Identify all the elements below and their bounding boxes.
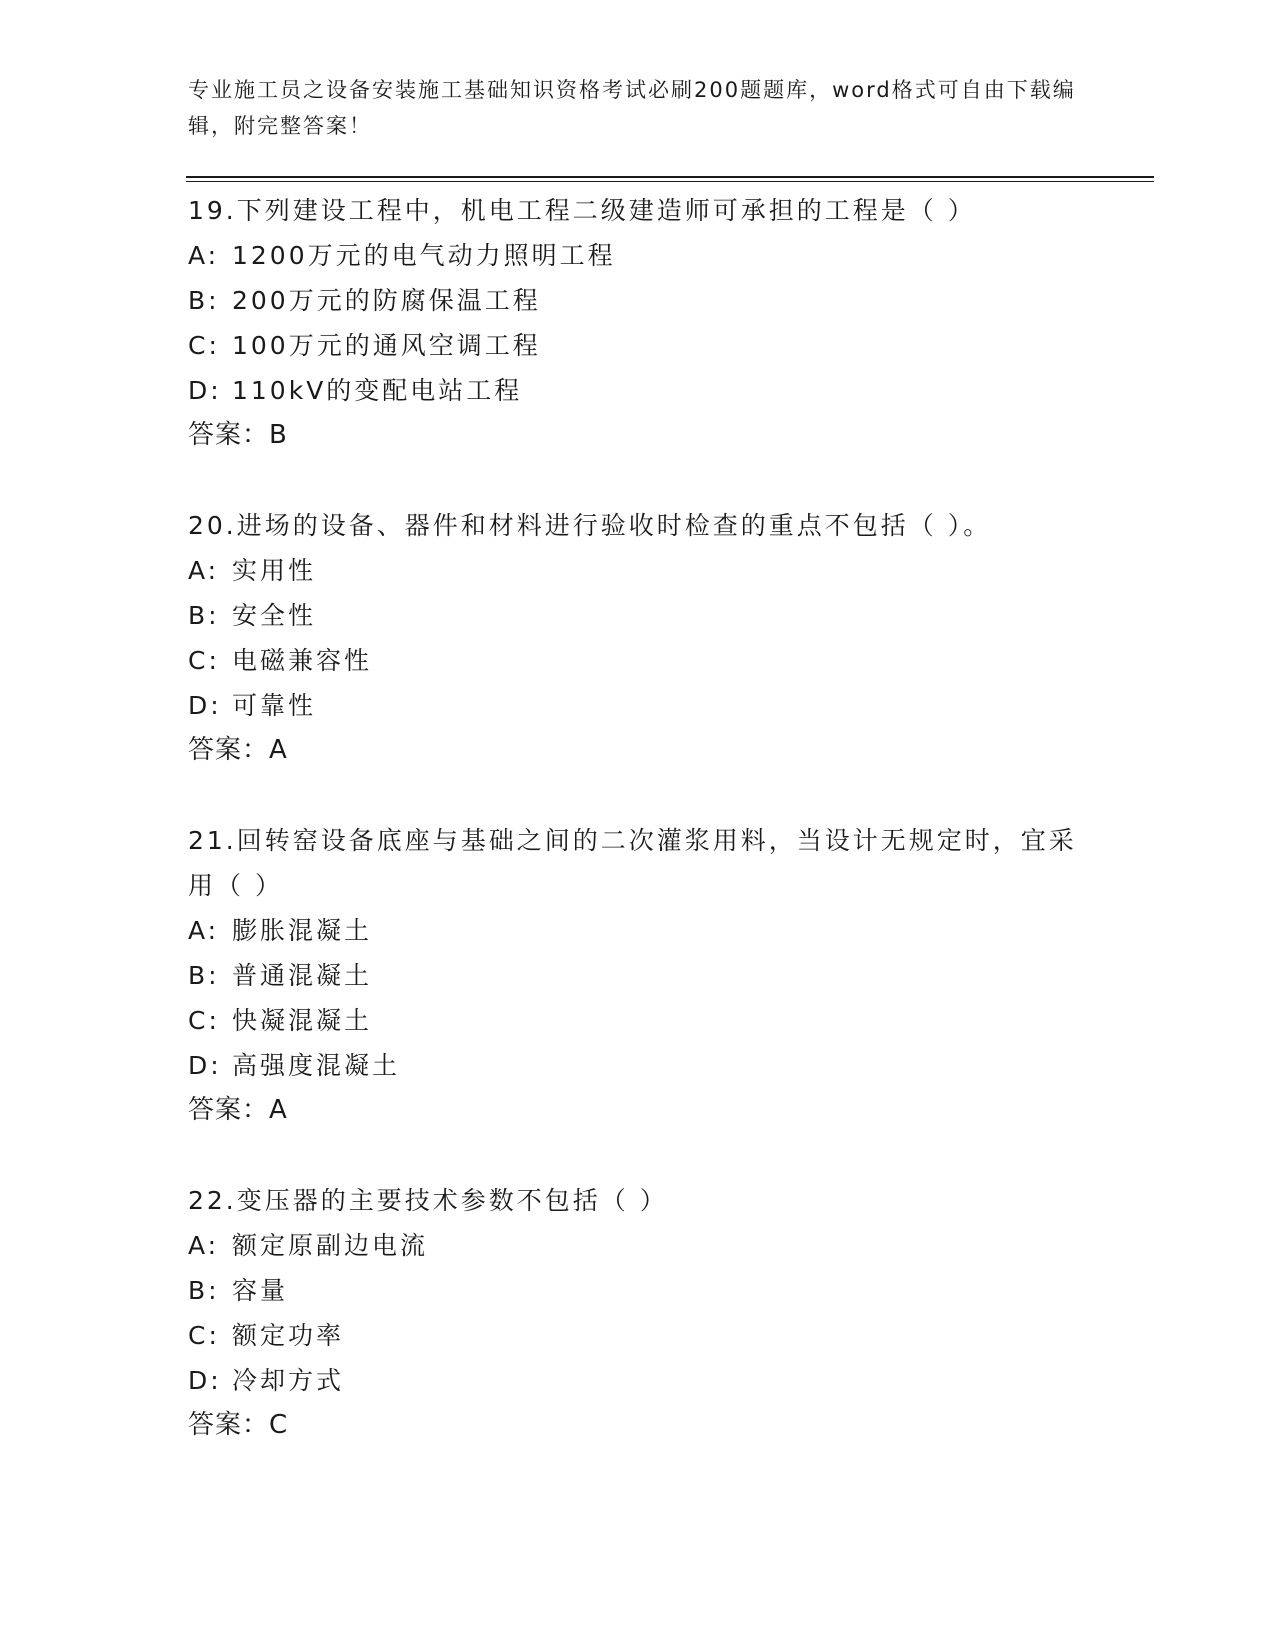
option-text: 100万元的通风空调工程 [232, 331, 541, 360]
option-a [188, 548, 1088, 593]
question-19 [188, 188, 1088, 458]
option-letter: D: [188, 691, 222, 720]
option-text: 200万元的防腐保温工程 [232, 286, 541, 315]
header-divider [186, 176, 1154, 178]
option-letter: B: [188, 286, 220, 315]
option-text: 冷却方式 [232, 1366, 345, 1395]
option-a [188, 908, 1088, 953]
question-20 [188, 503, 1088, 773]
option-c [188, 323, 1088, 368]
answer: 答案：B [188, 420, 288, 450]
option-b [188, 593, 1088, 638]
option-a [188, 1223, 1088, 1268]
question-list [188, 188, 1088, 1448]
option-letter: B: [188, 1276, 220, 1305]
option-b [188, 1268, 1088, 1313]
header-divider-thin [186, 181, 1154, 182]
question-22 [188, 1178, 1088, 1448]
option-letter: A: [188, 916, 220, 945]
option-b [188, 953, 1088, 998]
option-letter: B: [188, 601, 220, 630]
option-text: 额定原副边电流 [232, 1231, 429, 1260]
option-text: 电磁兼容性 [232, 646, 373, 675]
option-text: 1200万元的电气动力照明工程 [232, 241, 616, 270]
option-letter: A: [188, 1231, 220, 1260]
option-letter: A: [188, 556, 220, 585]
option-text: 普通混凝土 [232, 961, 373, 990]
option-d [188, 1358, 1088, 1403]
option-text: 额定功率 [232, 1321, 345, 1350]
option-c [188, 638, 1088, 683]
option-d [188, 683, 1088, 728]
option-d [188, 368, 1088, 413]
option-a [188, 233, 1088, 278]
option-letter: D: [188, 1051, 222, 1080]
option-text: 快凝混凝土 [232, 1006, 373, 1035]
option-text: 高强度混凝土 [232, 1051, 401, 1080]
option-letter: B: [188, 961, 220, 990]
question-stem: 20.进场的设备、器件和材料进行验收时检查的重点不包括（ ）。 [188, 511, 992, 540]
option-letter: A: [188, 241, 220, 270]
document-header: 专业施工员之设备安装施工基础知识资格考试必刷200题题库，word格式可自由下载编辑，附完整答案！ [188, 78, 1076, 138]
option-b [188, 278, 1088, 323]
option-d [188, 1043, 1088, 1088]
option-text: 容量 [232, 1276, 289, 1305]
option-text: 安全性 [232, 601, 317, 630]
question-stem: 22.变压器的主要技术参数不包括（ ） [188, 1186, 668, 1215]
option-letter: C: [188, 1006, 220, 1035]
option-letter: D: [188, 1366, 222, 1395]
answer: 答案：C [188, 1410, 289, 1440]
question-21 [188, 818, 1088, 1133]
option-text: 可靠性 [232, 691, 317, 720]
option-letter: D: [188, 376, 222, 405]
question-stem: 21.回转窑设备底座与基础之间的二次灌浆用料，当设计无规定时，宜采用（ ） [188, 826, 1077, 900]
option-c [188, 998, 1088, 1043]
question-stem: 19.下列建设工程中，机电工程二级建造师可承担的工程是（ ） [188, 196, 976, 225]
option-letter: C: [188, 646, 220, 675]
option-text: 110kV的变配电站工程 [232, 376, 523, 405]
option-letter: C: [188, 1321, 220, 1350]
option-text: 实用性 [232, 556, 317, 585]
option-text: 膨胀混凝土 [232, 916, 373, 945]
option-letter: C: [188, 331, 220, 360]
answer: 答案：A [188, 1095, 288, 1125]
option-c [188, 1313, 1088, 1358]
answer: 答案：A [188, 735, 288, 765]
